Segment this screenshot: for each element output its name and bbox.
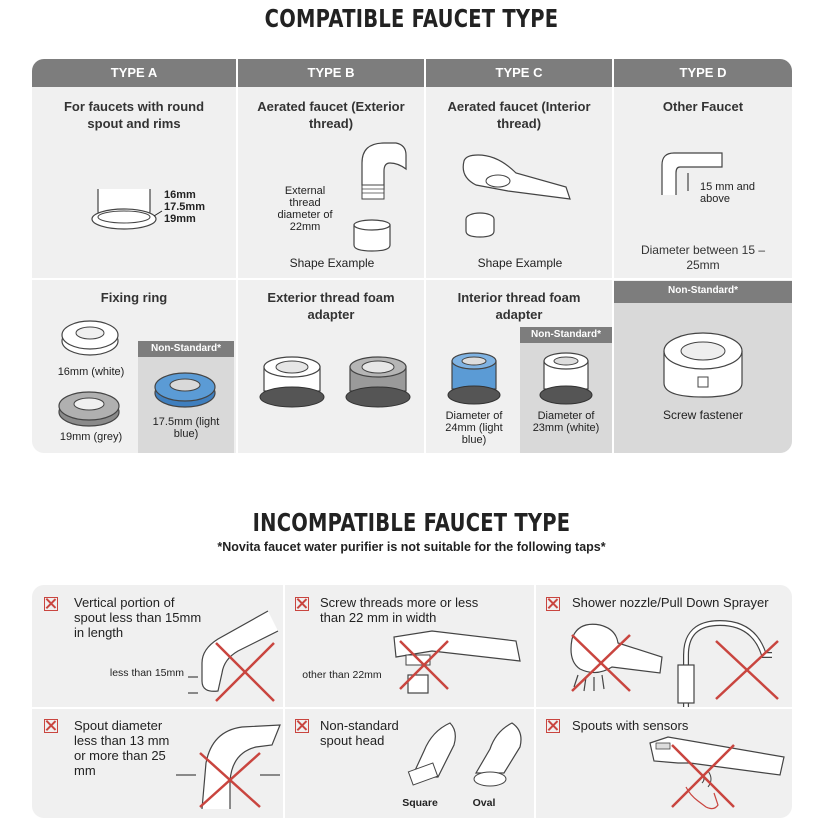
header-type-a: TYPE A: [32, 59, 236, 87]
type-b-desc: Aerated faucet (Exterior thread): [257, 99, 405, 131]
type-a-adapter-title: Fixing ring: [100, 290, 168, 305]
shower-nozzle-icon: [562, 617, 662, 699]
x-mark-icon: [546, 719, 560, 733]
type-d-note: 15 mm and above: [700, 181, 756, 205]
compatible-title: COMPATIBLE FAUCET TYPE: [264, 4, 559, 33]
incompatible-item-text: Shower nozzle/Pull Down Sprayer: [572, 595, 769, 610]
x-mark-icon: [546, 597, 560, 611]
incompatible-subtitle: *Novita faucet water purifier is not suitable for the following taps*: [217, 540, 606, 554]
x-mark-icon: [295, 597, 309, 611]
incompatible-item-text: Spout diameter less than 13 mm or more than 25 mm: [74, 718, 170, 778]
type-c-example: Shape Example: [477, 256, 563, 270]
screw-fastener-label: Screw fastener: [662, 408, 744, 422]
divider: [424, 59, 426, 453]
grey-foam-adapter-icon: [344, 353, 412, 413]
white-ring-label: 16mm (white): [57, 366, 125, 378]
square-label: Square: [402, 797, 438, 809]
incompatible-item-text: Screw threads more or less than 22 mm in width: [320, 595, 479, 625]
divider: [32, 278, 792, 280]
round-spout-icon: [90, 181, 160, 236]
blue-interior-adapter-icon: [444, 349, 504, 409]
sensor-spout-icon: [644, 735, 786, 815]
pull-down-sprayer-icon: [672, 615, 782, 707]
square-spout-icon: [402, 721, 462, 797]
white-interior-adapter-icon: [536, 349, 596, 409]
white-foam-adapter-icon: [258, 353, 326, 413]
wide-spout-icon: [172, 723, 282, 809]
white-adapter-label: Diameter of 23mm (white): [532, 410, 600, 434]
incompatible-table: [32, 585, 792, 818]
divider: [283, 585, 285, 818]
short-spout-note: less than 15mm: [109, 667, 184, 679]
type-c-desc: Aerated faucet (Interior thread): [447, 99, 591, 131]
header-type-b: TYPE B: [238, 59, 424, 87]
oval-spout-icon: [462, 721, 526, 797]
incompatible-title: INCOMPATIBLE FAUCET TYPE: [252, 508, 571, 537]
type-c-adapter-title: Interior thread foam adapter: [457, 290, 581, 322]
short-spout-icon: [178, 609, 278, 699]
blue-ring-label: 17.5mm (light blue): [152, 416, 220, 440]
nonstandard-badge: Non-Standard*: [520, 327, 612, 343]
blue-fixing-ring-icon: [152, 365, 218, 411]
header-type-d: TYPE D: [614, 59, 792, 87]
compatible-table: [32, 59, 792, 453]
wrong-thread-faucet-icon: [392, 627, 524, 702]
nonstandard-badge: Non-Standard*: [138, 341, 234, 357]
oval-label: Oval: [472, 797, 496, 809]
white-fixing-ring-icon: [58, 315, 122, 359]
type-b-adapter-title: Exterior thread foam adapter: [267, 290, 395, 322]
blue-adapter-label: Diameter of 24mm (light blue): [445, 410, 503, 446]
divider: [32, 707, 792, 709]
exterior-thread-faucet-icon: [350, 141, 410, 256]
nonstandard-badge: Non-Standard*: [614, 281, 792, 303]
wrong-thread-note: other than 22mm: [302, 669, 382, 681]
type-b-note: External thread diameter of 22mm: [277, 185, 333, 233]
x-mark-icon: [44, 719, 58, 733]
screw-fastener-icon: [660, 327, 746, 401]
x-mark-icon: [295, 719, 309, 733]
divider: [236, 59, 238, 453]
grey-fixing-ring-icon: [56, 384, 122, 430]
incompatible-item-text: Vertical portion of spout less than 15mm in length: [74, 595, 202, 640]
incompatible-item-text: Spouts with sensors: [572, 718, 689, 733]
type-d-desc: Other Faucet: [662, 99, 744, 114]
interior-thread-faucet-icon: [458, 151, 578, 246]
x-mark-icon: [44, 597, 58, 611]
header-type-c: TYPE C: [426, 59, 612, 87]
incompatible-item-text: Non-standard spout head: [320, 718, 399, 748]
type-a-desc: For faucets with round spout and rims: [63, 99, 205, 131]
type-b-example: Shape Example: [289, 256, 375, 270]
type-d-diameter: Diameter between 15 – 25mm: [640, 243, 766, 272]
type-a-sizes: 16mm 17.5mm 19mm: [164, 189, 205, 225]
grey-ring-label: 19mm (grey): [59, 431, 123, 443]
divider: [534, 585, 536, 818]
